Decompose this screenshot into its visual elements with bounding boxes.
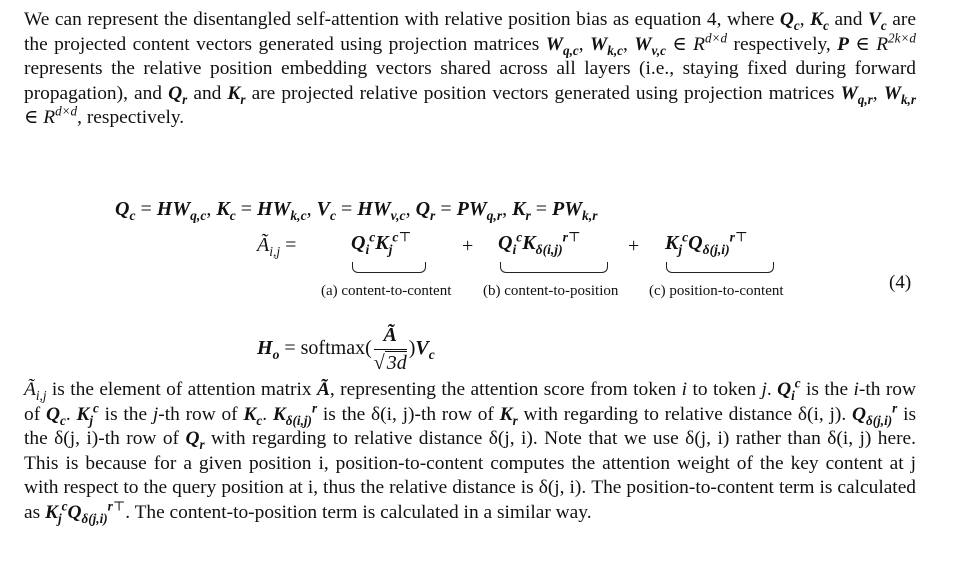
caption-position-to-content: (c) position-to-content bbox=[649, 283, 784, 299]
attention-score-lhs: $Ã_{i,j}$ = bbox=[257, 234, 297, 259]
content-to-content-term: $Q_i^cK_j^{c⊤}$ bbox=[351, 229, 412, 257]
output-equation: $H_o$ = softmax( $\frac{Ã}{√ 3d}$ )$V_c$ bbox=[257, 324, 435, 374]
caption-content-to-position: (b) content-to-position bbox=[483, 283, 619, 299]
projection-equation: $Q_c = HW_{q,c}$, $K_c = HW_{k,c}$, $V_c = HW_{v,c}$, $Q_r = PW_{q,r}$, $K_r = PW_{k,r}$ bbox=[115, 198, 598, 223]
equation-number: (4) bbox=[889, 272, 912, 293]
plus-sign-1: + bbox=[462, 235, 474, 257]
explanation-paragraph: $Ã_{i,j}$ is the element of attention matrix Ã, representing the attention score from token i to token j. $Q_i^c$ is the i-th row of $Q_c$. $K_j^c$ is the j-th row of $K_c$. $K_{\delta(i,j)}^r$ is the δ(i, j)-th row of $K_r$ with regarding to relative distance δ(i, j). $Q_{\delta(j,i)}^r$ is the δ(j, i)-th row of $Q_r$ with regarding to relative distance δ(j, i). Note that we use δ(j, i) rather than δ(i, j) here. This is because for a given position i, position-to-content computes the attention weight of the key content at j with respect to the query position at i, thus the relative distance is δ(j, i). The position-to-content term is calculated as $K_j^cQ_{\delta(j,i)}^{r⊤}$. The content-to-position term is calculated in a similar way. bbox=[24, 375, 917, 526]
brace-c bbox=[666, 262, 774, 273]
caption-content-to-content: (a) content-to-content bbox=[321, 283, 452, 299]
brace-b bbox=[500, 262, 608, 273]
intro-paragraph: We can represent the disentangled self-attention with relative position bias as equation 4, where $Q_c$, $K_c$ and $V_c$ are the projected content vectors generated using projection matrices $W_{q,c}$, $W_{k,c}$, $W_{v,c}$ ∈ $R^{d\times d}$ respectively, P ∈ $R^{2k\times d}$ represents the relative position embedding vectors shared across all layers (i.e., staying fixed during forward propagation), and $Q_r$ and $K_r$ are projected relative position vectors generated using projection matrices $W_{q,r}$, $W_{k,r}$ ∈ $R^{d\times d}$, respectively. bbox=[24, 9, 916, 129]
content-to-position-term: $Q_i^cK_{\delta(i,j)}^{r⊤}$ bbox=[498, 229, 581, 257]
brace-a bbox=[352, 262, 426, 273]
position-to-content-term: $K_j^cQ_{\delta(j,i)}^{r⊤}$ bbox=[665, 229, 748, 257]
plus-sign-2: + bbox=[628, 235, 640, 257]
